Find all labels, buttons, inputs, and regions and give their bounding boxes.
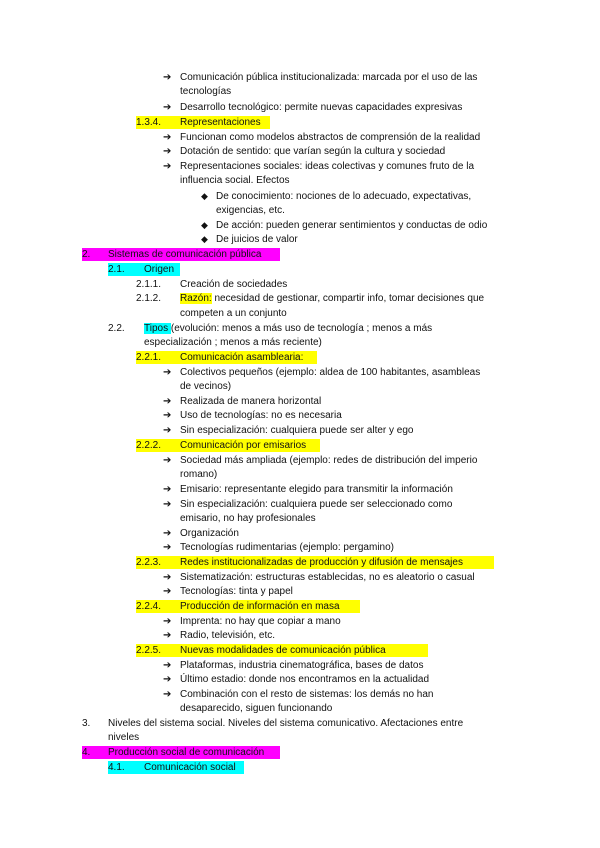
heading-2-2-4	[136, 600, 360, 613]
item-text: Sin especialización: cualquiera puede ser alter y ego	[180, 425, 414, 436]
arrow-bullet-icon: ➔	[163, 455, 172, 466]
heading-text: Origen	[144, 264, 175, 275]
heading-number: 3.	[82, 718, 91, 729]
item-text: De juicios de valor	[216, 234, 298, 245]
heading-number: 2.2.2.	[136, 440, 162, 451]
heading-number: 2.1.	[108, 264, 125, 275]
heading-text-rest: (evolución: menos a más uso de tecnología ; menos a más	[170, 323, 433, 334]
heading-number: 1.3.4.	[136, 117, 162, 128]
arrow-bullet-icon: ➔	[163, 72, 172, 83]
heading-number: 2.2.4.	[136, 601, 162, 612]
heading-text: Comunicación asamblearia:	[180, 352, 304, 363]
item-text: exigencias, etc.	[216, 205, 285, 216]
heading-number: 2.2.3.	[136, 557, 162, 568]
item-text: Último estadio: donde nos encontramos en la actualidad	[180, 674, 430, 685]
item-text: Representaciones sociales: ideas colectivas y comunes fruto de la	[180, 161, 475, 172]
heading-text: Producción social de comunicación	[108, 747, 265, 758]
item-text: tecnologías	[180, 86, 232, 97]
arrow-bullet-icon: ➔	[163, 132, 172, 143]
diamond-bullet-icon: ◆	[201, 220, 208, 230]
heading-number: 4.	[82, 747, 91, 758]
heading-number: 4.1.	[108, 762, 125, 773]
item-text: Plataformas, industria cinematográfica, bases de datos	[180, 660, 424, 671]
arrow-bullet-icon: ➔	[163, 367, 172, 378]
heading-number: 2.2.	[108, 323, 125, 334]
heading-number: 2.2.1.	[136, 352, 162, 363]
item-text: Sociedad más ampliada (ejemplo: redes de distribución del imperio	[180, 455, 478, 466]
arrow-bullet-icon: ➔	[163, 674, 172, 685]
heading-text	[144, 322, 432, 335]
item-text: Desarrollo tecnológico: permite nuevas capacidades expresivas	[180, 102, 463, 113]
arrow-bullet-icon: ➔	[163, 572, 172, 583]
item-text: Tecnologías: tinta y papel	[180, 586, 293, 597]
arrow-bullet-icon: ➔	[163, 146, 172, 157]
heading-text: Nuevas modalidades de comunicación pública	[180, 645, 386, 656]
item-text: De acción: pueden generar sentimientos y conductas de odio	[216, 220, 488, 231]
heading-text: Representaciones	[180, 117, 261, 128]
heading-2-1	[108, 263, 180, 276]
heading-4	[82, 746, 280, 759]
item-text: Sin especialización: cualquiera puede ser seleccionado como	[180, 499, 453, 510]
item-text: Realizada de manera horizontal	[180, 396, 322, 407]
diamond-bullet-icon: ◆	[201, 234, 208, 244]
arrow-bullet-icon: ➔	[163, 161, 172, 172]
heading-number: 2.2.5.	[136, 645, 162, 656]
arrow-bullet-icon: ➔	[163, 616, 172, 627]
heading-text: Comunicación social	[144, 762, 236, 773]
highlighted-term: Razón:	[180, 293, 212, 304]
heading-text: Niveles del sistema social. Niveles del sistema comunicativo. Afectaciones entre	[108, 718, 464, 729]
item-text: Funcionan como modelos abstractos de comprensión de la realidad	[180, 132, 481, 143]
item-number: 2.1.1.	[136, 279, 162, 290]
diamond-bullet-icon: ◆	[201, 191, 208, 201]
item-text: Uso de tecnologías: no es necesaria	[180, 410, 342, 421]
item-text: De conocimiento: nociones de lo adecuado, expectativas,	[216, 191, 472, 202]
item-text: romano)	[180, 469, 218, 480]
heading-2-2-3	[136, 556, 494, 569]
item-text: niveles	[108, 732, 140, 743]
item-text: Tecnologías rudimentarias (ejemplo: pergamino)	[180, 542, 394, 553]
item-text: desaparecido, siguen funcionando	[180, 703, 333, 714]
item-text: Organización	[180, 528, 239, 539]
item-text: Comunicación pública institucionalizada: marcada por el uso de las	[180, 72, 478, 83]
item-text: Combinación con el resto de sistemas: los demás no han	[180, 689, 434, 700]
item-text: Emisario: representante elegido para transmitir la información	[180, 484, 453, 495]
item-text-rest: necesidad de gestionar, compartir info, tomar decisiones que	[211, 293, 485, 304]
item-number: 2.1.2.	[136, 293, 162, 304]
item-text: Radio, televisión, etc.	[180, 630, 276, 641]
arrow-bullet-icon: ➔	[163, 542, 172, 553]
item-text: Imprenta: no hay que copiar a mano	[180, 616, 341, 627]
heading-1-3-4	[136, 116, 270, 129]
item-text: competen a un conjunto	[180, 308, 287, 319]
arrow-bullet-icon: ➔	[163, 660, 172, 671]
item-text: Colectivos pequeños (ejemplo: aldea de 100 habitantes, asambleas	[180, 367, 481, 378]
heading-2-2-2	[136, 439, 320, 452]
heading-2	[82, 248, 280, 261]
arrow-bullet-icon: ➔	[163, 425, 172, 436]
arrow-bullet-icon: ➔	[163, 528, 172, 539]
heading-2-2-5	[136, 644, 428, 657]
arrow-bullet-icon: ➔	[163, 484, 172, 495]
heading-text: Sistemas de comunicación pública	[108, 249, 262, 260]
item-text: de vecinos)	[180, 381, 232, 392]
arrow-bullet-icon: ➔	[163, 630, 172, 641]
arrow-bullet-icon: ➔	[163, 102, 172, 113]
heading-text: Redes institucionalizadas de producción y difusión de mensajes	[180, 557, 463, 568]
highlighted-term: Tipos	[144, 323, 171, 334]
arrow-bullet-icon: ➔	[163, 410, 172, 421]
heading-4-1	[108, 761, 244, 774]
arrow-bullet-icon: ➔	[163, 586, 172, 597]
heading-number: 2.	[82, 249, 91, 260]
item-text: Sistematización: estructuras establecidas, no es aleatorio o casual	[180, 572, 475, 583]
item-text: emisario, no hay profesionales	[180, 513, 316, 524]
item-text	[180, 292, 484, 305]
item-text: especialización ; menos a más reciente)	[144, 337, 322, 348]
arrow-bullet-icon: ➔	[163, 689, 172, 700]
arrow-bullet-icon: ➔	[163, 499, 172, 510]
heading-text: Comunicación por emisarios	[180, 440, 307, 451]
heading-text: Producción de información en masa	[180, 601, 340, 612]
item-text: Creación de sociedades	[180, 279, 288, 290]
heading-2-2-1	[136, 351, 317, 364]
item-text: Dotación de sentido: que varían según la cultura y sociedad	[180, 146, 446, 157]
item-text: influencia social. Efectos	[180, 175, 290, 186]
arrow-bullet-icon: ➔	[163, 396, 172, 407]
